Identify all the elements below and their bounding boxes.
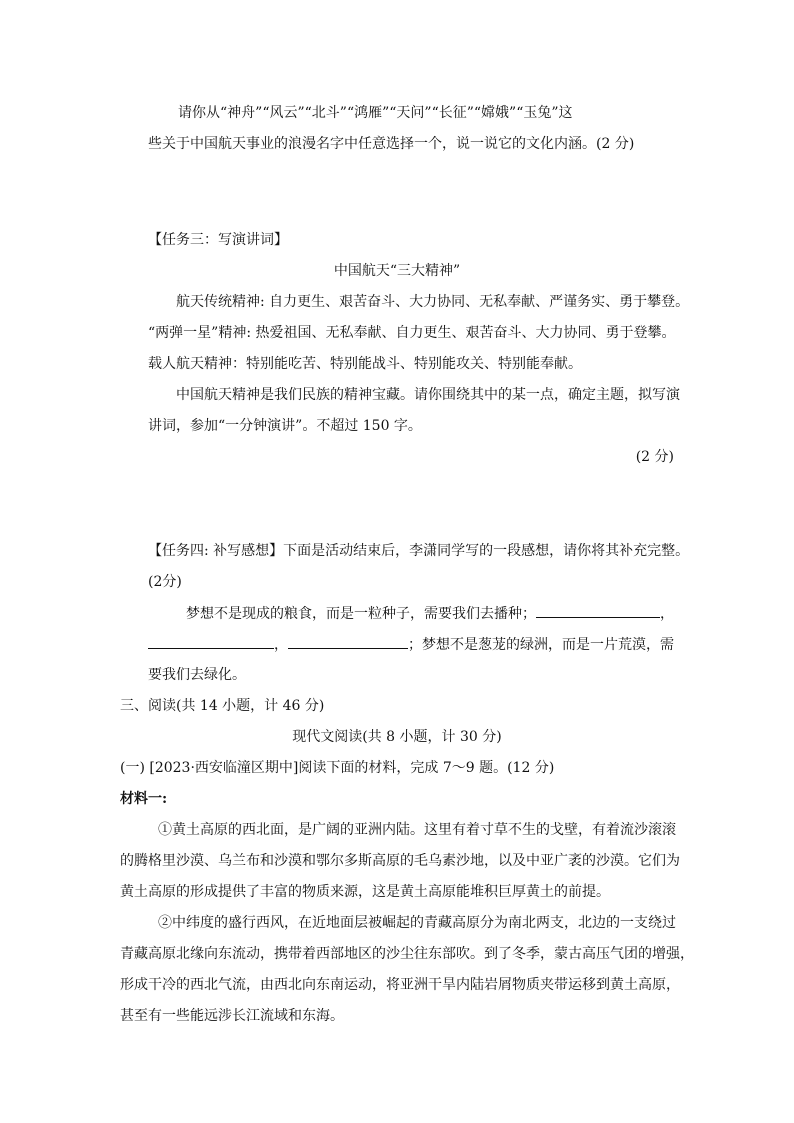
task2-question-line2: 些关于中国航天事业的浪漫名字中任意选择一个，说一说它的文化内涵。(2 分) [148, 136, 635, 152]
task2-question-line1: 请你从“神舟”“风云”“北斗”“鸿雁”“天问”“长征”“嫦娥”“玉兔”这 [178, 105, 573, 121]
sentence-comma-1: ， [660, 606, 674, 622]
spirit-line-3: 载人航天精神：特别能吃苦、特别能战斗、特别能攻关、特别能奉献。 [148, 356, 582, 372]
task4-score: (2分) [148, 574, 182, 590]
spirit-line-1: 航天传统精神: 自力更生、艰苦奋斗、大力协同、无私奉献、严谨务实、勇于攀登。 [176, 294, 690, 310]
task3-score: (2 分) [635, 449, 674, 465]
sentence-part-1: 梦想不是现成的粮食，而是一粒种子，需要我们去播种； [186, 606, 536, 622]
task4-sentence-line3: 要我们去绿化。 [148, 667, 246, 683]
task3-heading: 【任务三：写演讲词】 [148, 232, 288, 248]
task4-sentence-line2 [148, 634, 674, 655]
task3-prompt-line2: 讲词，参加“一分钟演讲”。不超过 150 字。 [148, 418, 422, 434]
material-para2-line3: 形成干冷的西北气流，由西北向东南运动，将亚洲干旱内陆岩屑物质夹带运移到黄土高原， [120, 977, 680, 993]
answer-blank-1[interactable] [536, 603, 660, 618]
spirit-line-2: “两弹一星”精神: 热爱祖国、无私奉献、自力更生、艰苦奋斗、大力协同、勇于登攀。 [148, 325, 676, 341]
material-para2-line4: 甚至有一些能远涉长江流域和东海。 [120, 1008, 344, 1024]
material-label: 材料一: [120, 791, 168, 807]
material-para2-line2: 青藏高原北缘向东流动，携带着西部地区的沙尘往东部吹。到了冬季，蒙古高压气团的增强， [120, 946, 694, 962]
task4-sentence-line1 [186, 603, 674, 624]
material-para1-line1: ①黄土高原的西北面，是广阔的亚洲内陆。这里有着寸草不生的戈壁，有着流沙滚滚 [158, 822, 676, 838]
sentence-comma-2: ， [274, 637, 288, 653]
section-subtitle: 现代文阅读(共 8 小题，计 30 分) [292, 729, 502, 745]
task3-title: 中国航天“三大精神” [333, 263, 461, 279]
task4-heading: 【任务四: 补写感想】下面是活动结束后，李潇同学写的一段感想，请你将其补充完整。 [148, 543, 690, 559]
material-para1-line2: 的腾格里沙漠、乌兰布和沙漠和鄂尔多斯高原的毛乌素沙地，以及中亚广袤的沙漠。它们为 [120, 853, 680, 869]
task3-prompt-line1: 中国航天精神是我们民族的精神宝藏。请你围绕其中的某一点，确定主题，拟写演 [176, 387, 680, 403]
section-title: 三、阅读(共 14 小题，计 46 分) [120, 698, 325, 714]
answer-blank-3[interactable] [288, 634, 408, 649]
material-para1-line3: 黄土高原的形成提供了丰富的物质来源，这是黄土高原能堆积巨厚黄土的前提。 [120, 884, 610, 900]
answer-blank-2[interactable] [148, 634, 274, 649]
question-intro: (一) [2023·西安临潼区期中]阅读下面的材料，完成 7～9 题。(12 分) [120, 760, 555, 776]
sentence-part-2: ；梦想不是葱茏的绿洲，而是一片荒漠，需 [408, 637, 674, 653]
material-para2-line1: ②中纬度的盛行西风，在近地面层被崛起的青藏高原分为南北两支，北边的一支绕过 [158, 915, 676, 931]
